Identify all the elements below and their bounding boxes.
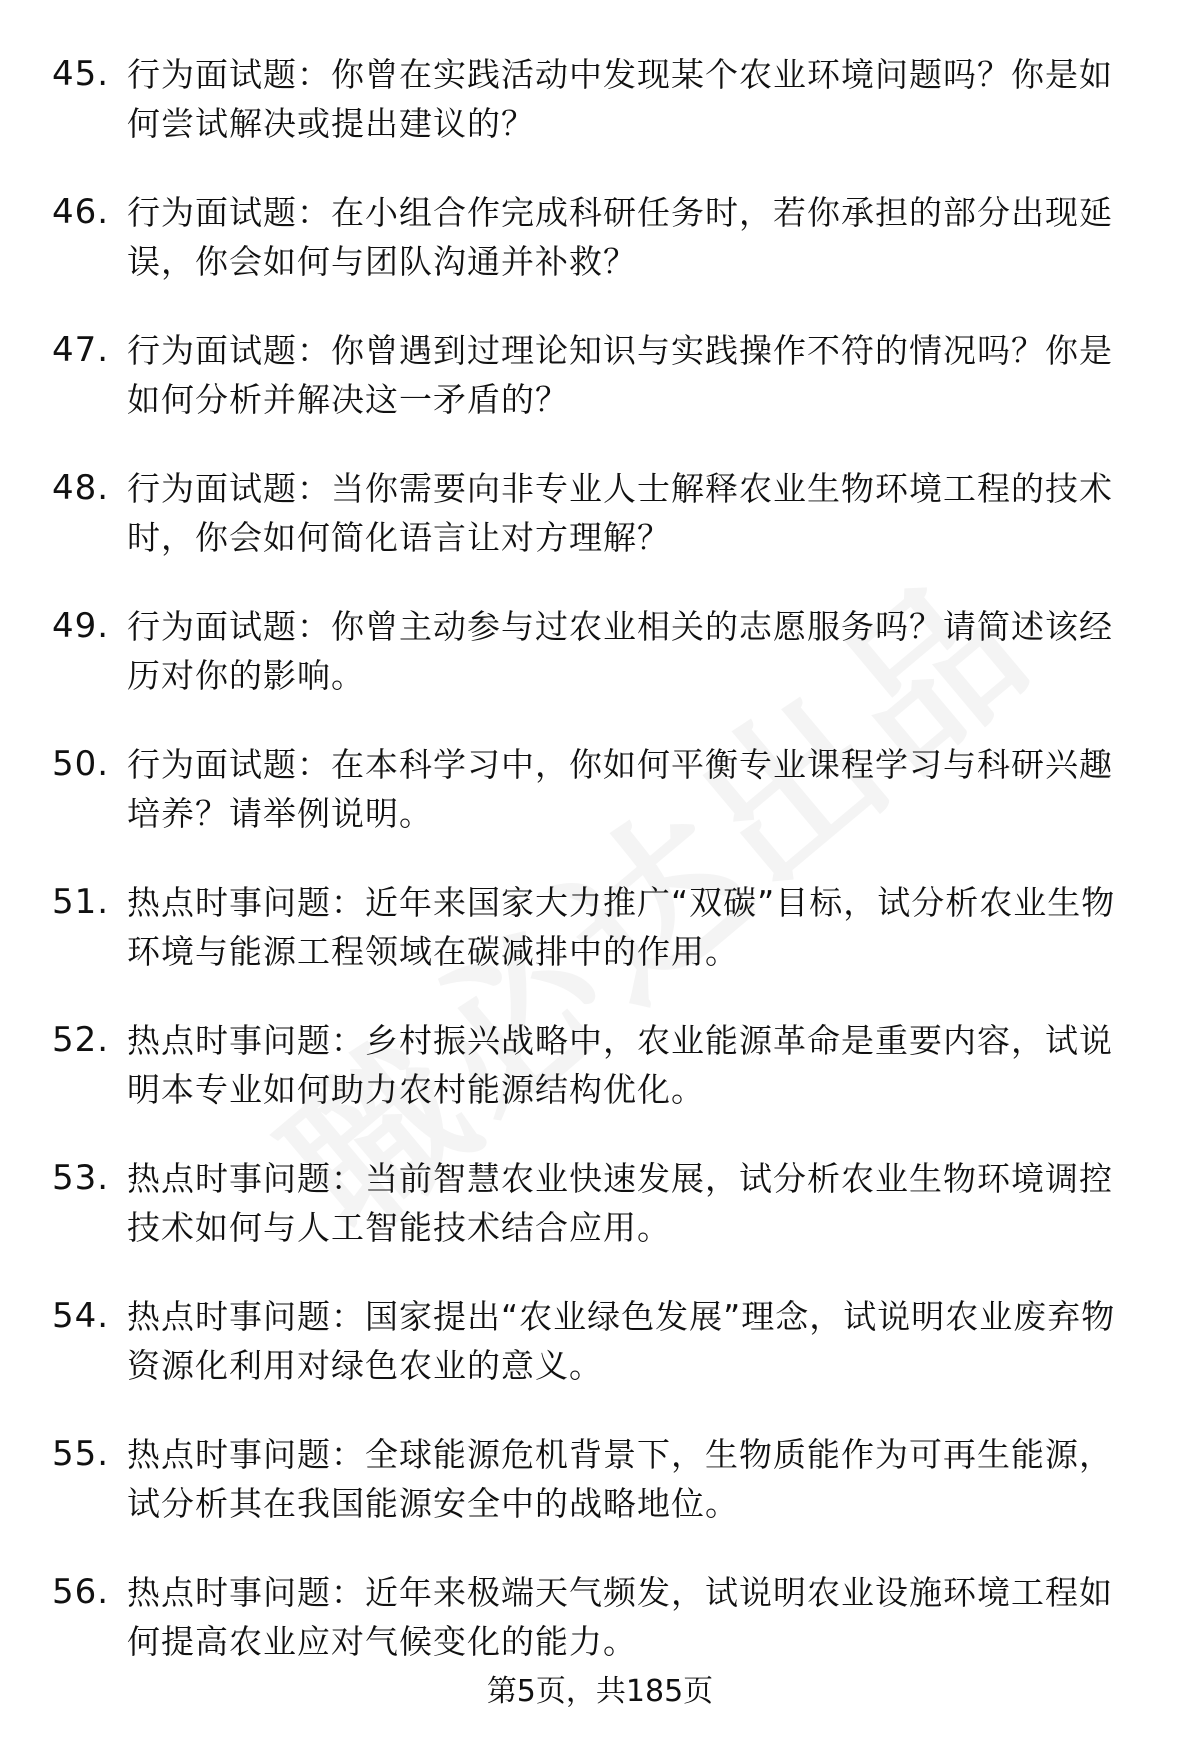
question-item <box>52 188 1142 286</box>
question-item <box>52 1430 1142 1528</box>
question-item <box>52 464 1142 562</box>
question-text: 热点时事问题：国家提出“农业绿色发展”理念，试说明农业废弃物资源化利用对绿色农业的意义。 <box>127 1297 1116 1385</box>
question-number: 45. <box>52 54 110 94</box>
question-number: 51. <box>52 882 110 922</box>
page-footer <box>0 1672 1200 1712</box>
question-item <box>52 1154 1142 1252</box>
question-text: 热点时事问题：近年来极端天气频发，试说明农业设施环境工程如何提高农业应对气候变化的能力。 <box>127 1573 1113 1661</box>
question-item <box>52 326 1142 424</box>
question-number: 46. <box>52 192 110 232</box>
question-item <box>52 602 1142 700</box>
question-number: 49. <box>52 606 110 646</box>
question-text: 行为面试题：在小组合作完成科研任务时，若你承担的部分出现延误，你会如何与团队沟通并补救？ <box>127 193 1113 281</box>
question-number: 55. <box>52 1434 110 1474</box>
question-item <box>52 50 1142 148</box>
question-item <box>52 1016 1142 1114</box>
question-number: 54. <box>52 1296 110 1336</box>
question-text: 行为面试题：你曾在实践活动中发现某个农业环境问题吗？你是如何尝试解决或提出建议的？ <box>127 55 1113 143</box>
question-text: 热点时事问题：当前智慧农业快速发展，试分析农业生物环境调控技术如何与人工智能技术结合应用。 <box>127 1159 1113 1247</box>
question-number: 48. <box>52 468 110 508</box>
question-text: 行为面试题：当你需要向非专业人士解释农业生物环境工程的技术时，你会如何简化语言让对方理解？ <box>127 469 1113 557</box>
question-text: 热点时事问题：全球能源危机背景下，生物质能作为可再生能源，试分析其在我国能源安全中的战略地位。 <box>127 1435 1113 1523</box>
question-number: 47. <box>52 330 110 370</box>
question-item <box>52 740 1142 838</box>
question-text: 热点时事问题：乡村振兴战略中，农业能源革命是重要内容，试说明本专业如何助力农村能源结构优化。 <box>127 1021 1113 1109</box>
question-item <box>52 1568 1142 1666</box>
question-item <box>52 878 1142 976</box>
question-number: 53. <box>52 1158 110 1198</box>
question-number: 56. <box>52 1572 110 1612</box>
question-item <box>52 1292 1142 1390</box>
question-list <box>52 50 1142 1706</box>
question-number: 52. <box>52 1020 110 1060</box>
question-text: 行为面试题：你曾遇到过理论知识与实践操作不符的情况吗？你是如何分析并解决这一矛盾的？ <box>127 331 1113 419</box>
question-text: 行为面试题：你曾主动参与过农业相关的志愿服务吗？请简述该经历对你的影响。 <box>127 607 1113 695</box>
question-text: 热点时事问题：近年来国家大力推广“双碳”目标，试分析农业生物环境与能源工程领域在碳减排中的作用。 <box>127 883 1116 971</box>
page-number-label: 第5页，共185页 <box>486 1674 714 1709</box>
question-text: 行为面试题：在本科学习中，你如何平衡专业课程学习与科研兴趣培养？请举例说明。 <box>127 745 1113 833</box>
question-number: 50. <box>52 744 110 784</box>
